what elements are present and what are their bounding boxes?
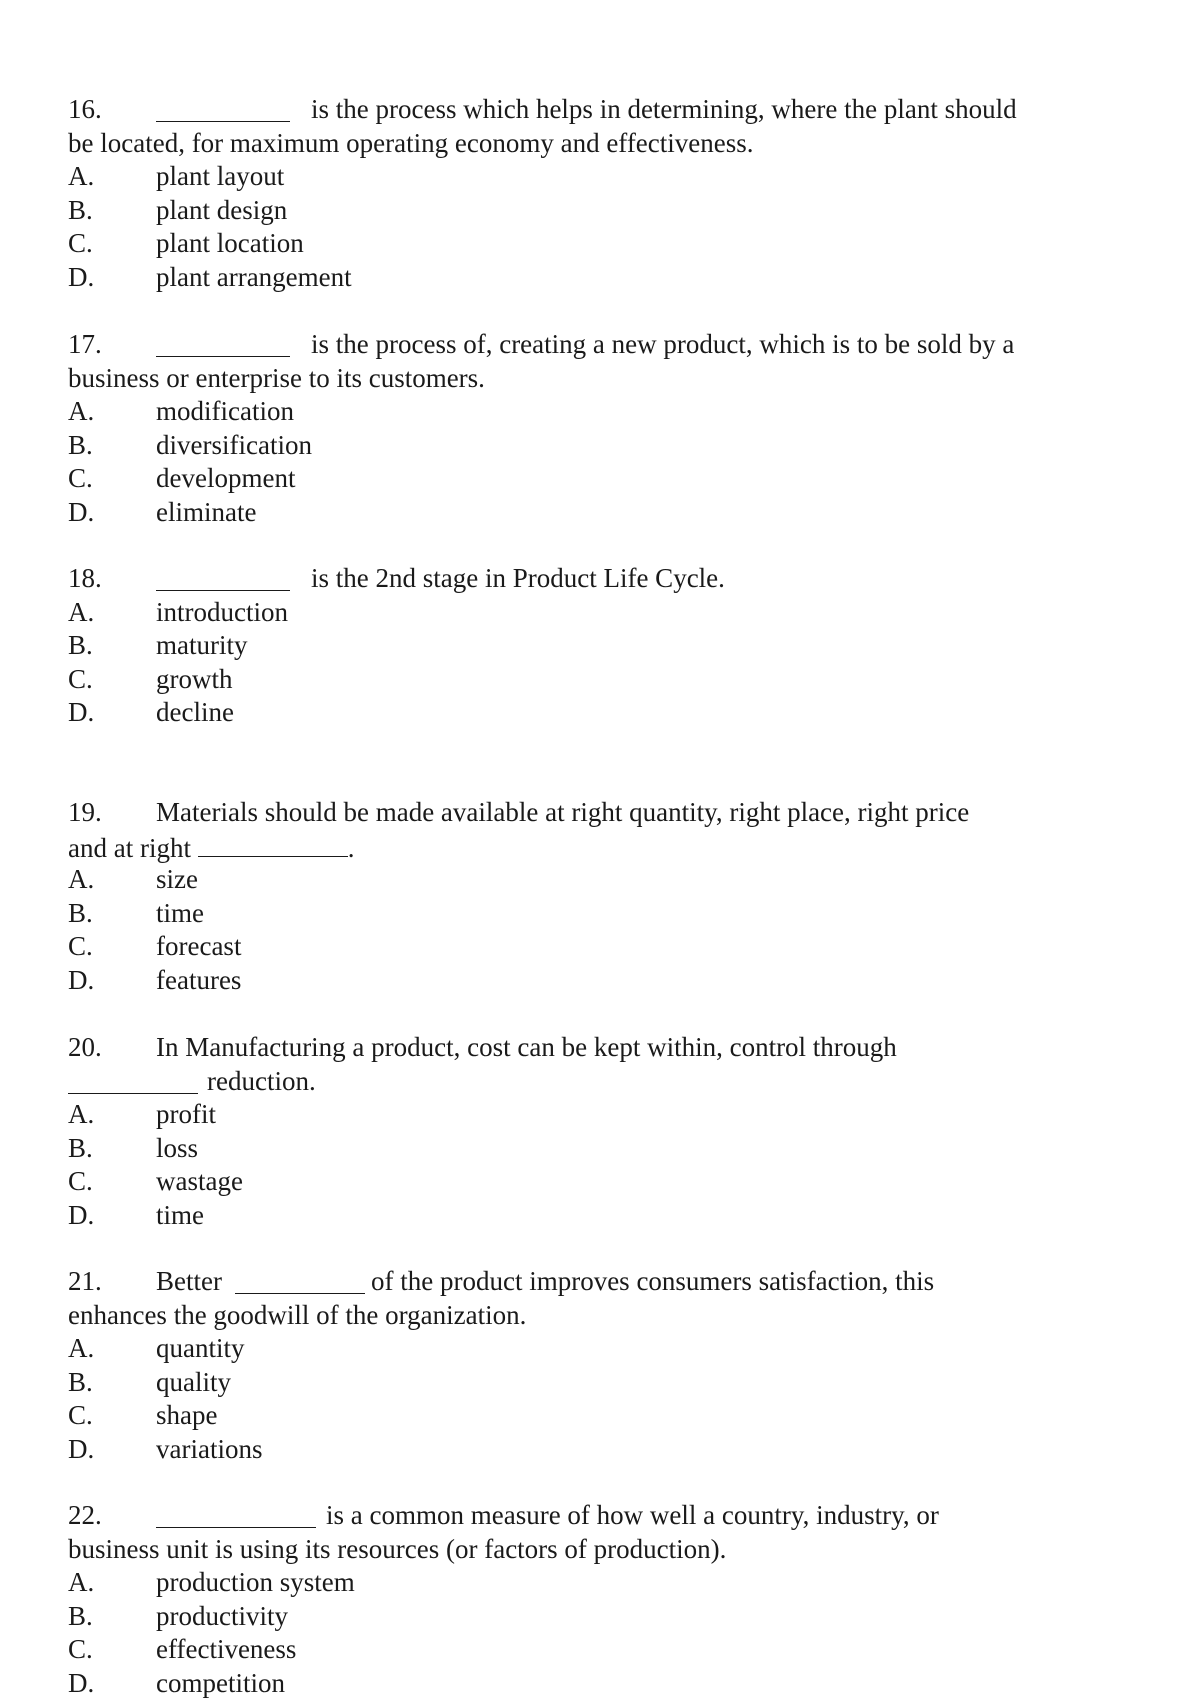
question-stem-continued: enhances the goodwill of the organization. — [68, 1300, 526, 1330]
option-text: time — [156, 1199, 204, 1233]
question-stem-line — [68, 1065, 1128, 1099]
question-stem-continued: be located, for maximum operating economy and effectiveness. — [68, 128, 754, 158]
question-stem-continued: reduction. — [207, 1065, 316, 1099]
question-number: 21. — [68, 1265, 102, 1299]
option-letter: D. — [68, 1199, 94, 1233]
answer-blank — [198, 830, 348, 857]
option-letter: A. — [68, 1332, 94, 1366]
option-b — [68, 629, 1128, 663]
question-stem-line — [68, 830, 1128, 864]
option-letter: C. — [68, 462, 93, 496]
question-stem: Materials should be made available at right quantity, right place, right price — [156, 796, 969, 830]
answer-blank — [68, 1067, 198, 1094]
option-a — [68, 160, 1128, 194]
option-text: growth — [156, 663, 233, 697]
question-number: 16. — [68, 93, 102, 127]
question-21 — [68, 1265, 1128, 1466]
option-a — [68, 596, 1128, 630]
option-letter: C. — [68, 930, 93, 964]
option-letter: A. — [68, 596, 94, 630]
option-letter: B. — [68, 1366, 93, 1400]
question-19 — [68, 796, 1128, 997]
answer-blank — [156, 1501, 316, 1528]
question-stem: of the product improves consumers satisfaction, this — [371, 1265, 934, 1299]
question-stem: is a common measure of how well a country, industry, or — [326, 1499, 939, 1533]
option-c — [68, 930, 1128, 964]
option-text: plant design — [156, 194, 287, 228]
question-stem-line — [68, 1265, 1128, 1299]
option-text: plant layout — [156, 160, 284, 194]
option-text: productivity — [156, 1600, 288, 1634]
option-b — [68, 194, 1128, 228]
question-20 — [68, 1031, 1128, 1232]
option-letter: A. — [68, 1566, 94, 1600]
question-stem-line — [68, 1499, 1128, 1533]
option-letter: D. — [68, 1667, 94, 1700]
option-letter: A. — [68, 1098, 94, 1132]
option-letter: A. — [68, 395, 94, 429]
option-d — [68, 496, 1128, 530]
question-stem-line — [68, 328, 1128, 362]
question-17 — [68, 328, 1128, 529]
option-text: size — [156, 863, 198, 897]
option-b — [68, 1132, 1128, 1166]
option-letter: B. — [68, 194, 93, 228]
question-stem-line — [68, 796, 1128, 830]
option-d — [68, 696, 1128, 730]
question-stem-continued: business unit is using its resources (or factors of production). — [68, 1534, 726, 1564]
question-stem: is the process of, creating a new product, which is to be sold by a — [311, 328, 1014, 362]
question-stem-line — [68, 362, 1128, 396]
option-letter: C. — [68, 1399, 93, 1433]
option-text: features — [156, 964, 241, 998]
question-stem-continued: business or enterprise to its customers. — [68, 363, 485, 393]
option-text: quality — [156, 1366, 231, 1400]
option-text: eliminate — [156, 496, 256, 530]
option-text: introduction — [156, 596, 288, 630]
option-c — [68, 1165, 1128, 1199]
option-text: plant location — [156, 227, 304, 261]
question-stem-line — [68, 127, 1128, 161]
option-c — [68, 663, 1128, 697]
option-letter: C. — [68, 663, 93, 697]
option-text: time — [156, 897, 204, 931]
question-stem-line — [68, 1299, 1128, 1333]
answer-blank — [235, 1267, 365, 1294]
option-text: effectiveness — [156, 1633, 296, 1667]
option-letter: A. — [68, 160, 94, 194]
option-letter: C. — [68, 227, 93, 261]
question-stem-before-blank: Better — [156, 1265, 222, 1299]
option-c — [68, 227, 1128, 261]
option-text: wastage — [156, 1165, 243, 1199]
option-b — [68, 429, 1128, 463]
option-text: variations — [156, 1433, 262, 1467]
question-number: 19. — [68, 796, 102, 830]
option-letter: D. — [68, 1433, 94, 1467]
question-22 — [68, 1499, 1128, 1700]
answer-blank — [156, 564, 290, 591]
stem-period: . — [348, 833, 355, 863]
option-text: production system — [156, 1566, 355, 1600]
option-text: shape — [156, 1399, 217, 1433]
option-text: competition — [156, 1667, 285, 1700]
question-number: 22. — [68, 1499, 102, 1533]
option-a — [68, 395, 1128, 429]
option-d — [68, 1667, 1128, 1700]
option-a — [68, 1566, 1128, 1600]
option-text: loss — [156, 1132, 198, 1166]
option-text: forecast — [156, 930, 241, 964]
option-text: development — [156, 462, 295, 496]
option-text: modification — [156, 395, 294, 429]
option-a — [68, 1098, 1128, 1132]
question-16 — [68, 93, 1128, 294]
question-stem-continued: and at right — [68, 833, 191, 863]
option-a — [68, 1332, 1128, 1366]
option-d — [68, 1433, 1128, 1467]
question-number: 17. — [68, 328, 102, 362]
question-stem: is the process which helps in determining, where the plant should — [311, 93, 1017, 127]
option-text: maturity — [156, 629, 247, 663]
question-18 — [68, 562, 1128, 730]
option-b — [68, 897, 1128, 931]
option-letter: B. — [68, 897, 93, 931]
option-text: profit — [156, 1098, 216, 1132]
answer-blank — [156, 95, 290, 122]
option-text: plant arrangement — [156, 261, 352, 295]
question-number: 18. — [68, 562, 102, 596]
option-letter: D. — [68, 496, 94, 530]
question-stem-line — [68, 1533, 1128, 1567]
option-d — [68, 964, 1128, 998]
option-letter: D. — [68, 964, 94, 998]
option-letter: B. — [68, 1132, 93, 1166]
question-stem-line — [68, 93, 1128, 127]
option-letter: D. — [68, 261, 94, 295]
option-letter: B. — [68, 1600, 93, 1634]
question-stem-line — [68, 1031, 1128, 1065]
option-text: diversification — [156, 429, 312, 463]
option-text: quantity — [156, 1332, 245, 1366]
option-c — [68, 462, 1128, 496]
option-b — [68, 1600, 1128, 1634]
option-letter: D. — [68, 696, 94, 730]
question-number: 20. — [68, 1031, 102, 1065]
option-letter: C. — [68, 1633, 93, 1667]
option-letter: B. — [68, 629, 93, 663]
question-stem: In Manufacturing a product, cost can be kept within, control through — [156, 1031, 897, 1065]
option-letter: C. — [68, 1165, 93, 1199]
option-b — [68, 1366, 1128, 1400]
option-letter: A. — [68, 863, 94, 897]
option-c — [68, 1399, 1128, 1433]
option-text: decline — [156, 696, 234, 730]
option-d — [68, 1199, 1128, 1233]
option-a — [68, 863, 1128, 897]
question-stem-line — [68, 562, 1128, 596]
option-d — [68, 261, 1128, 295]
option-letter: B. — [68, 429, 93, 463]
question-stem: is the 2nd stage in Product Life Cycle. — [311, 562, 725, 596]
answer-blank — [156, 330, 290, 357]
option-c — [68, 1633, 1128, 1667]
